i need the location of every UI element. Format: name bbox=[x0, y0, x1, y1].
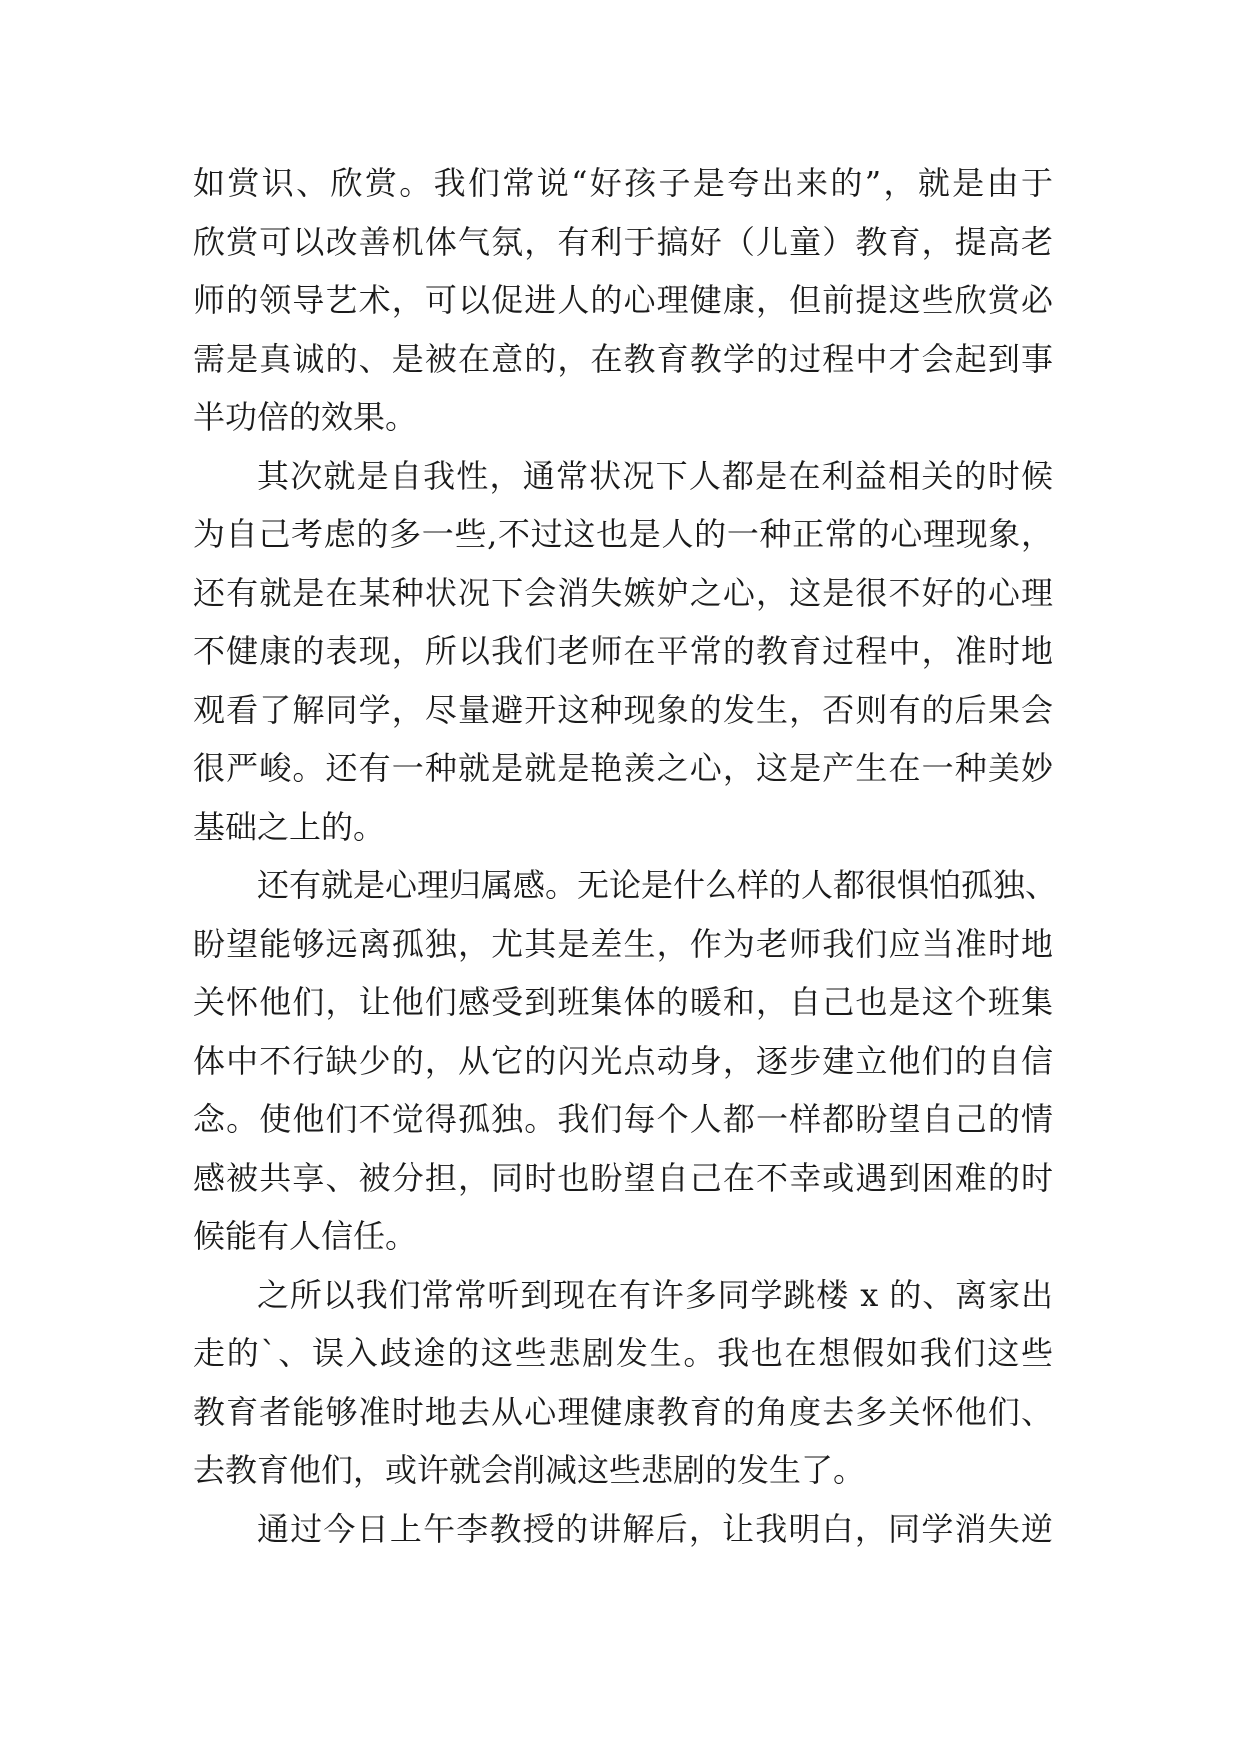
text-line: 为自己考虑的多一些,不过这也是人的一种正常的心理现象， bbox=[193, 515, 1053, 553]
text-line: 欣赏可以改善机体气氛，有利于搞好（儿童）教育，提高老 bbox=[193, 222, 1053, 261]
text-line: 感被共享、被分担，同时也盼望自己在不幸或遇到困难的时 bbox=[193, 1158, 1053, 1197]
text-line: 候能有人信任。 bbox=[193, 1217, 418, 1255]
text-line: 之所以我们常常听到现在有许多同学跳楼 x 的、离家出 bbox=[257, 1275, 1053, 1314]
text-line: 关怀他们，让他们感受到班集体的暖和，自己也是这个班集 bbox=[193, 983, 1053, 1021]
text-line: 还有就是心理归属感。无论是什么样的人都很惧怕孤独、 bbox=[257, 866, 1058, 904]
text-line: 去教育他们，或许就会削减这些悲剧的发生了。 bbox=[193, 1451, 866, 1489]
text-line: 师的领导艺术，可以促进人的心理健康，但前提这些欣赏必 bbox=[193, 281, 1053, 319]
text-line: 体中不行缺少的，从它的闪光点动身，逐步建立他们的自信 bbox=[193, 1041, 1053, 1080]
text-line: 观看了解同学，尽量避开这种现象的发生，否则有的后果会 bbox=[193, 690, 1053, 729]
text-line: 教育者能够准时地去从心理健康教育的角度去多关怀他们、 bbox=[193, 1392, 1053, 1431]
text-line: 不健康的表现，所以我们老师在平常的教育过程中，准时地 bbox=[193, 632, 1053, 670]
text-line: 半功倍的效果。 bbox=[193, 398, 418, 436]
text-line: 还有就是在某种状况下会消失嫉妒之心，这是很不好的心理 bbox=[193, 573, 1053, 612]
text-line: 通过今日上午李教授的讲解后，让我明白，同学消失逆 bbox=[257, 1509, 1053, 1548]
text-line: 走的`、误入歧途的这些悲剧发生。我也在想假如我们这些 bbox=[193, 1334, 1053, 1372]
text-line: 很严峻。还有一种就是就是艳羡之心，这是产生在一种美妙 bbox=[193, 749, 1053, 787]
text-line: 念。使他们不觉得孤独。我们每个人都一样都盼望自己的情 bbox=[193, 1100, 1053, 1138]
text-line: 如赏识、欣赏。我们常说“好孩子是夸出来的”，就是由于 bbox=[193, 164, 1053, 202]
body-text bbox=[193, 154, 1058, 1558]
text-line: 需是真诚的、是被在意的，在教育教学的过程中才会起到事 bbox=[193, 339, 1053, 378]
text-line: 其次就是自我性，通常状况下人都是在利益相关的时候 bbox=[257, 456, 1053, 495]
text-line: 盼望能够远离孤独，尤其是差生，作为老师我们应当准时地 bbox=[193, 924, 1053, 963]
text-line: 基础之上的。 bbox=[193, 807, 386, 846]
